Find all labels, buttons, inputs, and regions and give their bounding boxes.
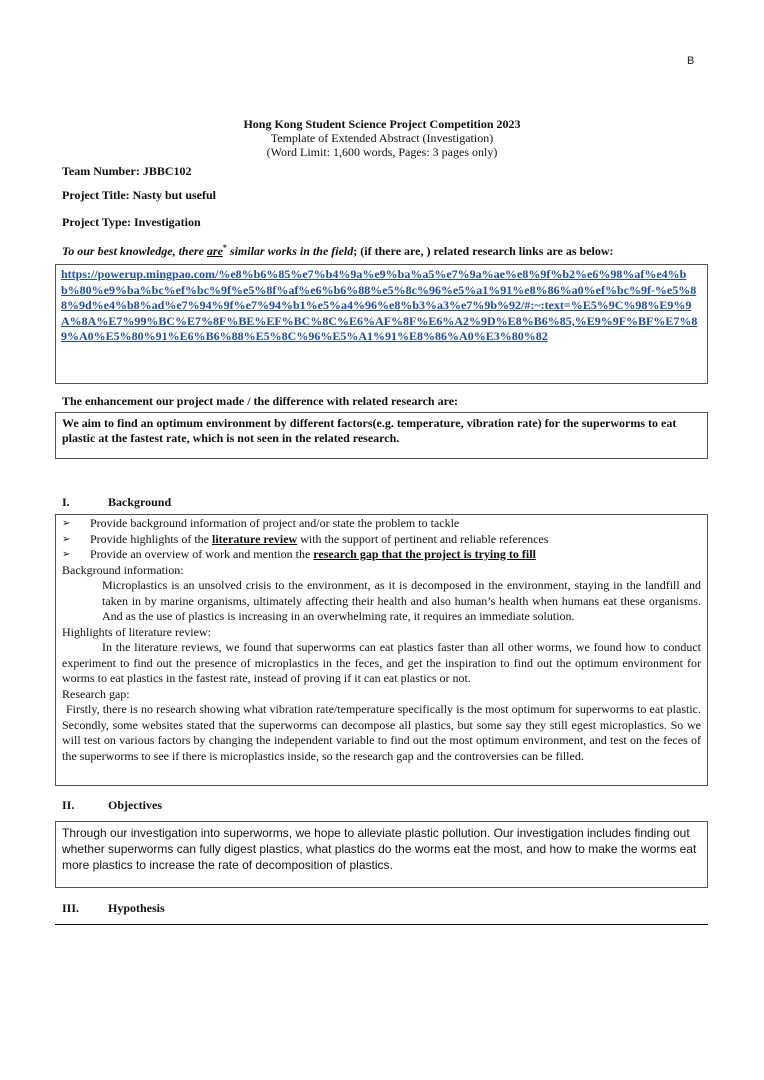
arrow-bullet-icon: ➢ [62,533,71,545]
literature-review-text: In the literature reviews, we found that superworms can eat plastics faster than all other worms, we found how to conduct experiment to find out the presence of microplastics in the feces, and get the inspiration to find out the optimum environment for worms to eat plastics in the fastest rate, instead of proving if it can eat plastics or not. [62,640,701,685]
guideline-bullet [62,547,701,563]
section-hypothesis-heading [62,901,165,916]
bullet-text: Provide highlights of the [90,531,212,546]
section-number: I. [62,495,70,509]
bullet-emphasis: research gap that the project is trying to fill [313,547,536,561]
literature-review-label: Highlights of literature review: [62,624,211,639]
guideline-bullet [62,532,701,548]
statement-mid: similar works in the field [226,244,354,258]
background-info-text: Microplastics is an unsolved crisis to the environment, as it is decomposed in the environment, staying in the landfill and taken in by marine organisms, ultimately affecting their health and also human’s health when humans eat these organisms. And as the use of plastics is increasing in an overwhelming rate, it requires an immediate solution. [102,578,701,623]
section-title: Hypothesis [108,901,165,915]
research-gap-label: Research gap: [62,686,130,701]
research-gap-text: Firstly, there is no research showing what vibration rate/temperature specifically is the most optimum for superworms to eat plastic. Secondly, some websites stated that the superworms can decompose all plastics, but some say they still egest microplastics. So we will test on various factors by changing the independent variable to find out the most optimum environment, and test on the feces of the superworms to see if there is microplastics inside, so the research gap and the controversies can be filled. [62,702,701,763]
bullet-text: Provide an overview of work and mention the [90,547,314,561]
page-letter: B [687,55,695,67]
are-word: are [206,244,223,258]
objectives-box: Through our investigation into superworms, we hope to alleviate plastic pollution. Our investigation includes finding out whether superworms can fully digest plastics, what plastics do the worms eat the most, and how to make the worms eat more plastics to increase the rate of decomposition of plastics. [55,821,708,888]
background-info-label: Background information: [62,562,184,577]
project-type: Project Type: Investigation [62,215,201,229]
background-box [55,514,708,786]
competition-title: Hong Kong Student Science Project Competition 2023 [243,117,521,131]
bullet-text: with the support of pertinent and reliable references [297,531,549,546]
statement-suffix: ; (if there are, ) related research links are as below: [353,244,614,258]
word-limit: (Word Limit: 1,600 words, Pages: 3 pages only) [266,145,498,159]
arrow-bullet-icon: ➢ [62,549,71,560]
project-title: Project Title: Nasty but useful [62,188,216,202]
section-number: III. [62,901,80,915]
guideline-bullet [62,516,701,532]
team-number: Team Number: JBBC102 [62,164,192,178]
document-header [0,117,764,159]
statement-prefix: To our best knowledge, there [62,244,207,258]
related-research-link[interactable]: https://powerup.mingpao.com/%e8%b6%85%e7%b4%9a%e9%ba%a5%e7%9a%ae%e8%9f%b2%e6%98%af%e4%bb%80%e9%ba%bc%ef%bc%9f%e5%8f%af%e6%b6%88%e5%8c%96%e5%a1%91%e8%86%a0%ef%bc%9f-%e5%88%9d%e4%b8%ad%e7%94%9f%e7%94%b1%e5%a4%96%e8%b3%a3%e7%9b%92/#:~:text=%E5%9C%98%E9%9A%8A%E7%99%BC%E7%8F%BE%EF%BC%8C%E6%AF%8F%E6%A2%9D%E8%B6%85,%E9%9F%BF%E7%89%A0%E5%80%91%E6%B6%88%E5%8C%96%E5%A1%91%E8%86%A0%E3%80%82 [61,267,698,343]
related-links-box [55,264,708,384]
section-title: Objectives [108,798,162,812]
similar-works-statement [62,243,614,259]
bullet-emphasis: literature review [212,531,298,546]
enhancement-box: We aim to find an optimum environment by different factors(e.g. temperature, vibration rate) for the superworms to eat plastic at the fastest rate, which is not seen in the related research. [55,412,708,459]
template-subtitle: Template of Extended Abstract (Investigation) [270,131,494,145]
bullet-text: Provide background information of project and/or state the problem to tackle [90,516,460,530]
section-background-heading [62,495,171,510]
section-objectives-heading [62,798,162,813]
hypothesis-divider [55,924,708,925]
section-number: II. [62,798,75,812]
arrow-bullet-icon: ➢ [62,518,71,529]
enhancement-label: The enhancement our project made / the difference with related research are: [62,394,459,408]
asterisk: * [222,243,227,252]
section-title: Background [108,495,172,509]
